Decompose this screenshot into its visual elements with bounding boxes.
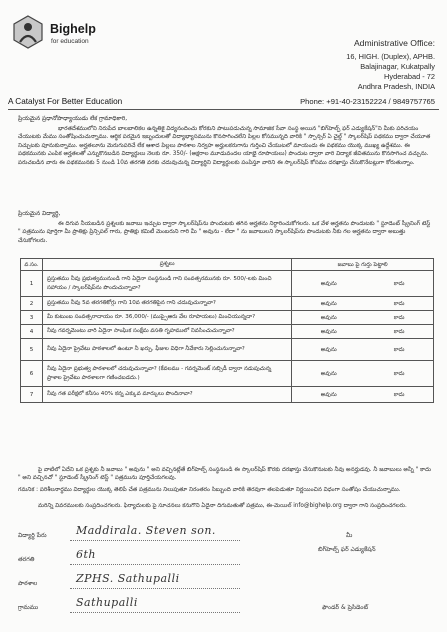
col-header-number: వ.సం. <box>21 259 43 271</box>
school-value[interactable]: ZPHS. Sathupalli <box>76 572 180 585</box>
row-question: నీవు ఏదైనా ప్రభుత్వ పాఠశాలలో చదువుచున్నావా? (కేవలము - గవర్నమెంట్ సబ్సిడీ ద్వారా నడుపుచున్న ప్రాశాల ప్రైవేటు పాఠశాలగా గణించబడదు.) <box>42 361 291 387</box>
answer-cell <box>292 339 434 361</box>
address-line: Hyderabad - 72 <box>384 72 435 81</box>
table-header-row <box>21 259 434 271</box>
answer-cell <box>292 271 434 297</box>
row-question: మీ కుటుంబ సంవత్సరాదాయం రూ. 36,000/- (ముప్పైఆరు వేల రూపాయలు) మించియున్నదా? <box>42 311 291 325</box>
address-line: Balajinagar, Kukatpally <box>360 62 435 71</box>
answer-cell <box>292 311 434 325</box>
signature-mark: మీ <box>346 532 353 539</box>
intro-paragraph: భారతదేశములోని నిరుపేద బాలబాలికల ఉన్నతికై విద్యనందించు కోరకుని పాటుపడుచున్న సామాజిక సేవా సంస్థ అయిన "బిగ్‌హెల్ప్ ఫర్ ఎడ్యుకేషన్"ని మీకు పరిచయం చేయుటకు మేము సంతోషించుచున్నాము. ఆర్థిక పరమైన ఇబ్బందులతో విద్యాభ్యాసమును కొనసాగించలేని పిల్లల కోసమున్నది వారికి " స్పాన్సర్ ఏ చైల్డ్ " స్కాలర్‌షిప్ పథకము ద్వారా చేయూత నిచ్చుటకు పూనుకున్నాము. అర్హతలూను మెరుగుపరిచే లేక ఆశాద పిల్లలు పాఠశాల నిర్వహ అర్హులకరుగాను గుర్తించి చేయుటలో మాయందు ఈ పథకము యొక్క ముఖ్య ఉద్దేశము. ఈ పథకమునకు ఎంపిక అర్హతలతో ఎన్నుకొనబడిన విద్యార్థులు నెలకు రూ. 350/- (అక్షరాల మూడువందల యాభై రూపాయలు) పొందుట ద్వారా వారి విద్యాక జీవితమును కొనసాగించ వచ్చును. పరుచబడిన వారు ఈ పథకమునకు 5 నుండి 10వ తరగతి వరకు చదువుచున్న విద్యార్థిని విద్యార్థులకు పంపిస్తూ వారిని ఈ స్కాలర్‌షిప్ కోసము దరఖాస్తు చేసుకొనేటట్లుగా కోరుతున్నాం. <box>18 126 431 166</box>
office-title: Administrative Office: <box>353 38 435 48</box>
table-row <box>21 339 434 361</box>
answer-yes[interactable]: అవును <box>320 300 337 307</box>
answer-yes[interactable]: అవును <box>320 391 337 398</box>
answer-cell <box>292 325 434 339</box>
col-header-questions: ప్రశ్నలు <box>42 259 291 271</box>
table-row <box>21 311 434 325</box>
table-row <box>21 271 434 297</box>
brand-logo <box>8 6 188 96</box>
answer-no[interactable]: కాదు <box>393 328 405 335</box>
brand-name: Bighelp <box>50 22 96 36</box>
greeting-student: ప్రియమైన విద్యార్థి, <box>18 211 61 217</box>
field-label-school: పాఠశాల <box>18 580 38 587</box>
field-underline <box>70 540 240 541</box>
bighelp-logo-icon <box>12 14 44 50</box>
contact-note: మరిన్ని వివరములకు సంప్రదించగలరు. ఫిర్యాదులకు పై సూచనలు కనుగొని ఏదైనా దిగుమతుతో పత్రము, ఈ-మెయిల్ info@bighelp.org ద్వారా గాని సంప్రదించగలరు. <box>38 503 407 509</box>
village-value[interactable]: Sathupalli <box>76 596 138 609</box>
brand-subtitle: for education <box>51 38 89 45</box>
col-header-answer: జవాబు పై గుర్తు పెట్టాలి <box>292 259 434 271</box>
student-name-value[interactable]: Maddirala. Steven son. <box>76 524 216 537</box>
answer-cell <box>292 387 434 403</box>
field-label-class: తరగతి <box>18 556 35 563</box>
address-line: Andhra Pradesh, INDIA <box>357 82 435 91</box>
row-number: 3 <box>21 311 43 325</box>
answer-yes[interactable]: అవును <box>320 328 337 335</box>
answer-no[interactable]: కాదు <box>393 370 405 377</box>
field-underline <box>70 588 240 589</box>
table-row <box>21 325 434 339</box>
row-number: 5 <box>21 339 43 361</box>
row-number: 6 <box>21 361 43 387</box>
row-question: నీవు గవర్నమెంటు వారి ఏదైనా సాంఘిక సంక్షేమ వసతి గృహములో నివసించుచున్నావా? <box>42 325 291 339</box>
answer-cell <box>292 297 434 311</box>
answer-no[interactable]: కాదు <box>393 300 405 307</box>
screening-table <box>20 258 434 403</box>
header-divider <box>8 109 439 110</box>
table-row <box>21 387 434 403</box>
row-number: 2 <box>21 297 43 311</box>
class-value[interactable]: 6th <box>76 548 97 561</box>
office-address <box>255 38 435 92</box>
row-question: నీవు ఏదైనా ప్రైవేటు పాఠశాలలో ఉంటూ నీ ఖర్చు, ఫీజుల విధిగా నీవేకారు సెల్లించునున్నావా? <box>42 339 291 361</box>
greeting-headmaster: ప్రియమైన ప్రధానోపాధ్యాయుడు లేక గ్రామాధికారి, <box>18 116 128 122</box>
answer-no[interactable]: కాదు <box>393 346 405 353</box>
table-row <box>21 361 434 387</box>
answer-yes[interactable]: అవును <box>320 314 337 321</box>
signature-organisation: బిగ్‌హెల్ప్ ఫర్ ఎడ్యుకేషన్ <box>318 546 376 553</box>
field-label-village: గ్రామము <box>18 604 39 611</box>
answer-yes[interactable]: అవును <box>320 280 337 287</box>
tagline: A Catalyst For Better Education <box>8 97 123 106</box>
answer-yes[interactable]: అవును <box>320 370 337 377</box>
address-line: 16, HIGH. (Duplex), APHB. <box>346 52 435 61</box>
row-number: 7 <box>21 387 43 403</box>
answer-no[interactable]: కాదు <box>393 391 405 398</box>
answer-no[interactable]: కాదు <box>393 280 405 287</box>
signature-title: ఫౌండర్ & ప్రెసిడెంట్ <box>322 604 369 611</box>
office-phone: Phone: +91-40-23152224 / 9849757765 <box>300 97 435 106</box>
answer-cell <box>292 361 434 387</box>
row-question: నీవు గత పరీక్షలో కనీసం 40% కన్న ఎక్కువ మార్కులు పొందినావా? <box>42 387 291 403</box>
answer-yes[interactable]: అవును <box>320 346 337 353</box>
instruction-paragraph: ఈ దిగువ నీయబడిన ప్రశ్నలకు జవాబు ఇచ్చుట ద్వారా స్కాలర్‌షిప్‌ను పొందుటకు తగిన అర్హతను నిర్ధారించుకోగలరు. ఒక వేళ అర్హతను పొందుటకు " స్టూడెంట్ స్క్రీనింగ్ టెస్ట్ " పత్రమును పూర్తిగా మీ ప్రాతిక్షు ప్రిన్సిపల్ గారు, ప్రాతిక్షు కమిటీ మెంబరుని గారి మీ " అవును - లేదా " ను జవాబులని స్కాలర్‌షిప్‌ను పొందుటకు నీకు గల అర్హతను ద్వారా అబుత్తు చేసుకోగలరు. <box>18 221 431 244</box>
answer-no[interactable]: కాదు <box>393 314 405 321</box>
field-underline <box>70 564 240 565</box>
eligibility-note: పై వాటిలో ఏదేని ఒక ప్రశ్నకు నీ జవాబు " అవును " అని వచ్చినట్లేతే బిగ్‌హెల్ప్ సంస్థనుండి ఈ స్కాలర్‌షిప్ కొరకు దరఖాస్తు చేసుకొనుటకు నీవు అనర్హుడవు. నీ జవాబులు అన్నీ " కాదు " అని వచ్చినచో " స్టూడెంట్ స్క్రీనింగ్ టెస్ట్ " పత్రమును పూర్తిచేయగలవు. <box>18 467 432 482</box>
field-underline <box>70 612 240 613</box>
row-number: 4 <box>21 325 43 339</box>
row-number: 1 <box>21 271 43 297</box>
row-question: ప్రస్తుతము నీవు ప్రభుత్వమునుండి గాని ఏదైనా సంస్థనుండి గాని సంవత్సరమునకు రూ. 500/-లకు మించి సహాయం / స్కాలర్‌షిప్‌ను పొందుచున్నావా? <box>42 271 291 297</box>
row-question: ప్రస్తుతము నీవు 5వ తరగతికోగ్గు గాని 10వ తరగతిపైన గాని చదువుచున్నావా? <box>42 297 291 311</box>
attention-note: గమనిక : పరిశీలనార్థము విద్యార్థుల యొక్క తెలిపే చేత పత్రమును నిలుపుతూ నిరంతరం సిబ్బుంది వారికి తెరవుగా తలపెడుతూ నిర్ణయించిన విధంగా సంతోషం చేయుచున్నాము. <box>18 487 401 493</box>
table-row <box>21 297 434 311</box>
field-label-student-name: విద్యార్థి పేరు <box>18 532 47 539</box>
